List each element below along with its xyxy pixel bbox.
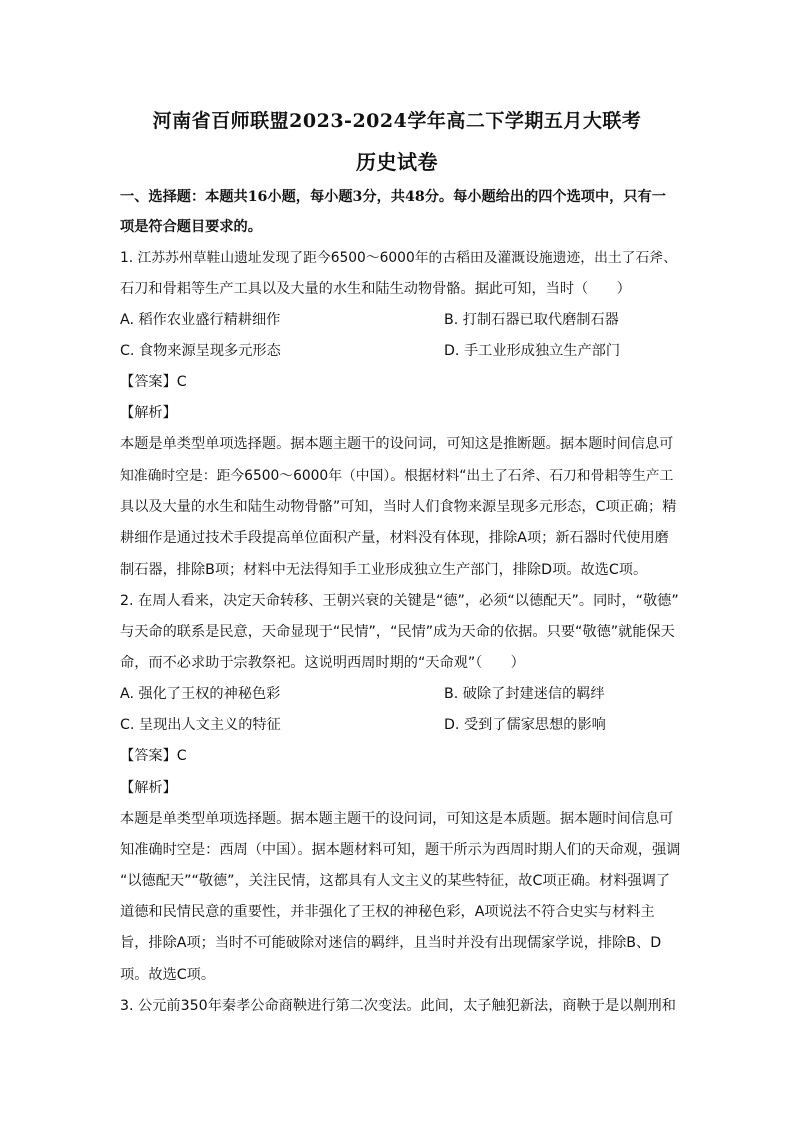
- q1-analysis-label: 【解析】: [120, 405, 177, 421]
- q1-answer: 【答案】C: [120, 374, 187, 390]
- q2-option-b: B. 破除了封建迷信的羁绊: [444, 686, 605, 702]
- exam-subtitle: 历史试卷: [356, 150, 438, 174]
- q1-analysis-line-1: 本题是单类型单项选择题。据本题主题干的设问词，可知这是推断题。据本题时间信息可: [120, 436, 674, 452]
- q1-analysis-line-4: 耕细作是通过技术手段提高单位面积产量，材料没有体现，排除A项；新石器时代使用磨: [120, 530, 669, 546]
- q2-stem-line-1: 2. 在周人看来，决定天命转移、王朝兴衰的关键是“德”，必须“以德配天”。同时，“敬德”: [120, 593, 679, 609]
- q1-analysis-line-3: 具以及大量的水生和陆生动物骨骼”可知，当时人们食物来源呈现多元形态，C项正确；精: [120, 499, 677, 515]
- exam-title: 河南省百师联盟2023-2024学年高二下学期五月大联考: [152, 110, 642, 132]
- q1-option-b: B. 打制石器已取代磨制石器: [444, 312, 619, 328]
- q2-analysis-label: 【解析】: [120, 780, 177, 796]
- q2-analysis-line-6: 项。故选C项。: [120, 967, 216, 983]
- q1-stem-line-1: 1. 江苏苏州草鞋山遗址发现了距今6500～6000年的古稻田及灌溉设施遗迹，出土了石斧、: [120, 250, 677, 266]
- q2-option-d: D. 受到了儒家思想的影响: [444, 717, 606, 733]
- q2-stem-line-2: 与天命的联系是民意，天命显现于“民情”，“民情”成为天命的依据。只要“敬德”就能保天: [120, 624, 675, 640]
- q2-analysis-line-4: 道德和民情民意的重要性，并非强化了王权的神秘色彩，A项说法不符合史实与材料主: [120, 904, 655, 920]
- q1-analysis-line-2: 知准确时空是：距今6500～6000年（中国）。根据材料“出土了石斧、石刀和骨耜等生产工: [120, 468, 674, 484]
- section-instruction-line-1: 一、选择题：本题共16小题，每小题3分，共48分。每小题给出的四个选项中，只有一: [120, 189, 666, 205]
- section-instruction-line-2: 项是符合题目要求的。: [120, 219, 262, 235]
- q2-stem-line-3: 命，而不必求助于宗教祭祀。这说明西周时期的“天命观”（ ）: [120, 655, 525, 671]
- q3-stem-line-1: 3. 公元前350年秦孝公命商鞅进行第二次变法。此间，太子触犯新法，商鞅于是以劓刑和: [120, 998, 676, 1014]
- q1-analysis-line-5: 制石器，排除B项；材料中无法得知手工业形成独立生产部门，排除D项。故选C项。: [120, 562, 648, 578]
- q2-analysis-line-2: 知准确时空是：西周（中国）。据本题材料可知，题干所示为西周时期人们的天命观，强调: [120, 842, 681, 858]
- q1-stem-line-2: 石刀和骨耜等生产工具以及大量的水生和陆生动物骨骼。据此可知，当时（ ）: [120, 281, 631, 297]
- q2-option-c: C. 呈现出人文主义的特征: [120, 717, 281, 733]
- q2-analysis-line-3: “以德配天”“敬德”，关注民情，这都具有人文主义的某些特征，故C项正确。材料强调了: [120, 873, 671, 889]
- q1-option-c: C. 食物来源呈现多元形态: [120, 343, 281, 359]
- q2-analysis-line-5: 旨，排除A项；当时不可能破除对迷信的羁绊，且当时并没有出现儒家学说，排除B、D: [120, 935, 662, 951]
- q2-option-a: A. 强化了王权的神秘色彩: [120, 686, 281, 702]
- q1-option-d: D. 手工业形成独立生产部门: [444, 343, 621, 359]
- q2-analysis-line-1: 本题是单类型单项选择题。据本题主题干的设问词，可知这是本质题。据本题时间信息可: [120, 811, 674, 827]
- q1-option-a: A. 稻作农业盛行精耕细作: [120, 312, 281, 328]
- q2-answer: 【答案】C: [120, 748, 187, 764]
